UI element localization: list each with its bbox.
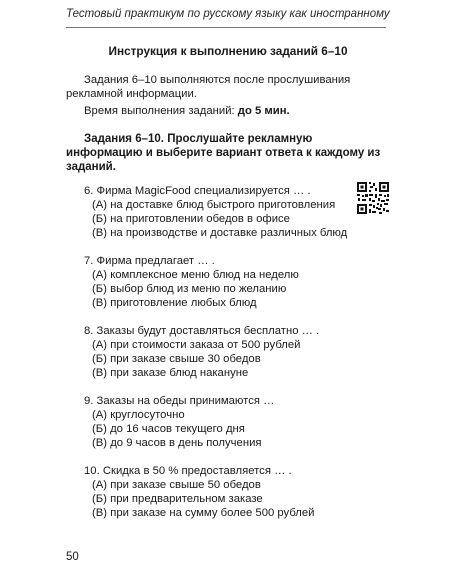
- option-a: (А) комплексное меню блюд на неделю: [92, 269, 299, 281]
- option-a: (А) на доставке блюд быстрого приготовления: [92, 199, 336, 211]
- page-number: 50: [66, 551, 79, 563]
- option-a: (А) при стоимости заказа от 500 рублей: [92, 339, 301, 351]
- option-a: (А) круглосуточно: [92, 409, 185, 421]
- task-heading: Задания 6–10. Прослушайте рекламную информацию и выберите вариант ответа к каждому из заданий.: [66, 133, 381, 173]
- option-b: (Б) при заказе свыше 30 обедов: [92, 353, 261, 365]
- option-b: (Б) при предварительном заказе: [92, 493, 263, 505]
- question-6: [66, 184, 390, 240]
- intro-block: [66, 73, 390, 118]
- time-value: до 5 мин.: [237, 105, 290, 117]
- question-text: 8. Заказы будут доставляться бесплатно … .: [84, 325, 320, 337]
- option-c: (В) приготовление любых блюд: [92, 297, 257, 309]
- time-label: Время выполнения заданий:: [84, 105, 235, 117]
- intro-paragraph: Задания 6–10 выполняются после прослушивания рекламной информации.: [66, 74, 351, 100]
- page-content: [66, 44, 390, 534]
- question-text: 7. Фирма предлагает … .: [84, 255, 215, 267]
- question-text: 10. Скидка в 50 % предоставляется … .: [84, 465, 292, 477]
- instruction-title: Инструкция к выполнению заданий 6–10: [108, 44, 348, 58]
- question-text: 9. Заказы на обеды принимаются …: [84, 395, 275, 407]
- option-c: (В) при заказе на сумму более 500 рублей: [92, 507, 315, 519]
- question-8: [66, 324, 390, 380]
- option-c: (В) до 9 часов в день получения: [92, 437, 262, 449]
- option-a: (А) при заказе свыше 50 обедов: [92, 479, 261, 491]
- option-b: (Б) до 16 часов текущего дня: [92, 423, 245, 435]
- option-b: (Б) выбор блюд из меню по желанию: [92, 283, 287, 295]
- qr-code-icon: [356, 181, 390, 215]
- question-text: 6. Фирма MagicFood специализируется … .: [84, 185, 311, 197]
- option-c: (В) при заказе блюд накануне: [92, 367, 249, 379]
- running-head: Тестовый практикум по русскому языку как иностранному: [66, 8, 390, 20]
- time-line: [66, 104, 390, 118]
- option-b: (Б) на приготовлении обедов в офисе: [92, 213, 290, 225]
- question-10: [66, 464, 390, 520]
- question-7: [66, 254, 390, 310]
- header-rule: [66, 27, 386, 28]
- question-9: [66, 394, 390, 450]
- option-c: (В) на производстве и доставке различных блюд: [92, 227, 348, 239]
